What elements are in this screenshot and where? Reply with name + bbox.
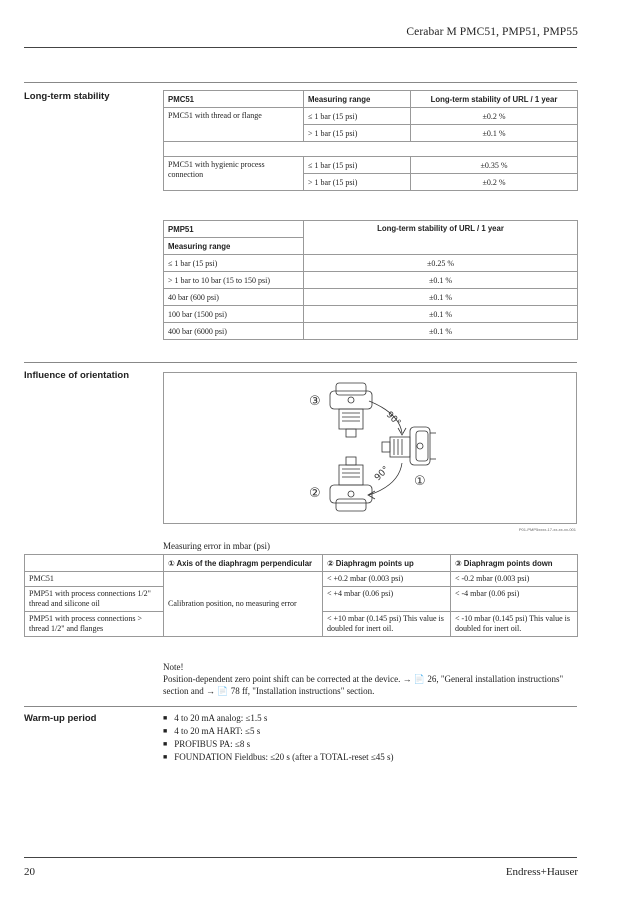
table-cell: ±0.1 % [304,306,578,323]
table-row [164,157,578,174]
table-row [164,323,578,340]
table-cell: ±0.2 % [411,108,578,125]
device-diaphragm-down-icon [330,383,372,437]
table-cell: ≤ 1 bar (15 psi) [304,157,411,174]
header-cell: Long-term stability of URL / 1 year [411,91,578,108]
warmup-list [163,712,394,764]
table-header-row [25,555,578,572]
table-header-row [164,91,578,108]
header-rule [24,47,577,48]
table-cell: ±0.2 % [411,174,578,191]
table-cell: < -4 mbar (0.06 psi) [451,587,578,612]
table-cell: ±0.35 % [411,157,578,174]
page-number: 20 [24,866,35,878]
note-block [163,661,583,697]
table-cell: ±0.25 % [304,255,578,272]
table-cell: < +0.2 mbar (0.003 psi) [323,572,451,587]
table-cell: < +10 mbar (0.145 psi) This value is doubled for inert oil. [323,612,451,637]
list-item: ■ 4 to 20 mA HART: ≤5 s [163,725,394,738]
callout-3: ③ [309,394,321,409]
table-cell: ±0.1 % [304,272,578,289]
table-cell: ±0.1 % [304,289,578,306]
orientation-error-table [24,554,578,637]
document-title: Cerabar M PMC51, PMP51, PMP55 [406,26,578,38]
callout-1: ① [414,474,426,489]
angle-label: 90° [383,410,403,429]
header-cell: ② Diaphragm points up [323,555,451,572]
table-cell: ≤ 1 bar (15 psi) [164,255,304,272]
header-cell: Measuring range [304,91,411,108]
table-cell: < +4 mbar (0.06 psi) [323,587,451,612]
section-rule [24,706,577,707]
brand-name: Endress+Hauser [505,866,578,878]
table-cell: ±0.1 % [411,125,578,142]
row-label: PMP51 with process connections 1/2" thread and silicone oil [25,587,164,612]
table-cell: 400 bar (6000 psi) [164,323,304,340]
list-item: ■ PROFIBUS PA: ≤8 s [163,738,394,751]
table-row [164,306,578,323]
table-cell: > 1 bar (15 psi) [304,174,411,191]
list-item: ■ FOUNDATION Fieldbus: ≤20 s (after a TOTAL-reset ≤45 s) [163,751,394,764]
section-title-long-term-stability: Long-term stability [24,91,110,102]
table-cell: > 1 bar to 10 bar (15 to 150 psi) [164,272,304,289]
table-cell: < -10 mbar (0.145 psi) This value is doubled for inert oil. [451,612,578,637]
pmc51-stability-table [163,90,578,191]
device-diaphragm-up-icon [330,457,372,511]
header-cell: ③ Diaphragm points down [451,555,578,572]
device-perpendicular-icon [382,427,436,465]
header-cell: ① Axis of the diaphragm perpendicular [164,555,323,572]
orientation-diagram [164,373,576,523]
note-title: Note! [163,662,184,672]
table-cell: > 1 bar (15 psi) [304,125,411,142]
footer-rule [24,857,577,858]
row-label: PMC51 [25,572,164,587]
header-cell: PMC51 [164,91,304,108]
section-title-influence-of-orientation: Influence of orientation [24,370,130,381]
orientation-figure [163,372,577,532]
row-label: PMC51 with thread or flange [164,108,304,142]
note-text: Position-dependent zero point shift can be corrected at the device. → 📄 26, "General installation instructions" section and → 📄 78 ff, "Installation instructions" section. [163,674,564,696]
pmp51-stability-table [163,220,578,340]
table-cell: 40 bar (600 psi) [164,289,304,306]
table-cell: 100 bar (1500 psi) [164,306,304,323]
header-cell: Measuring range [164,238,304,255]
header-cell: PMP51 [164,221,304,238]
table-row [164,108,578,125]
section-rule [24,362,577,363]
spacer-row [164,142,578,157]
callout-2: ② [309,486,321,501]
table-row [164,289,578,306]
table-header-row [164,221,578,238]
table-caption: Measuring error in mbar (psi) [163,541,270,551]
merged-cell: Calibration position, no measuring error [164,572,323,637]
table-row [164,272,578,289]
row-label: PMP51 with process connections > thread 1/2" and flanges [25,612,164,637]
list-item: ■ 4 to 20 mA analog: ≤1.5 s [163,712,394,725]
row-label: PMC51 with hygienic process connection [164,157,304,191]
figure-id: P01-PMP5xxxx-17-xx-xx-xx-001 [518,527,576,532]
section-title-warm-up-period: Warm-up period [24,713,97,724]
section-rule [24,82,577,83]
table-cell: ±0.1 % [304,323,578,340]
table-row [25,572,578,587]
header-cell [25,555,164,572]
angle-label: 90° [373,464,392,484]
table-row [164,255,578,272]
table-cell: < -0.2 mbar (0.003 psi) [451,572,578,587]
header-cell: Long-term stability of URL / 1 year [304,221,578,255]
table-cell: ≤ 1 bar (15 psi) [304,108,411,125]
